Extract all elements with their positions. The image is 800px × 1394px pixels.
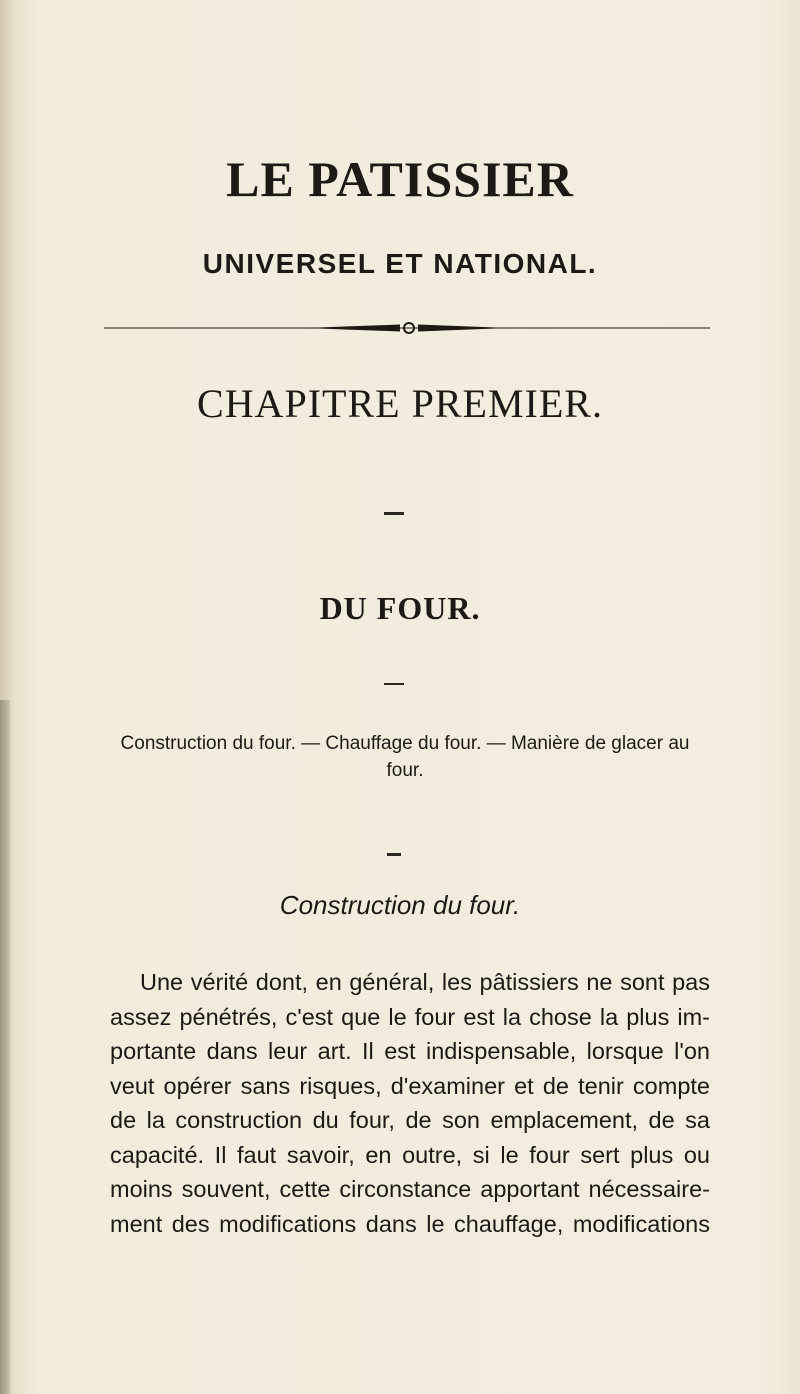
section-subheading: Construction du four.: [279, 890, 521, 920]
text-line: assez pénétrés, c'est que le four est la chose la plus im-: [110, 1003, 710, 1030]
summary-line: four.: [386, 760, 424, 781]
page-binding-edge: [0, 700, 10, 1394]
ornamental-rule: [104, 320, 710, 336]
text-line: de la construction du four, de son emplacement, de sa: [110, 1107, 710, 1133]
summary-line: Construction du four. — Chauffage du four. — Manière de glacer au: [120, 733, 690, 754]
text-line: ment des modifications dans le chauffage, modifications: [110, 1210, 710, 1237]
body-paragraph: [110, 965, 710, 1241]
text-line: capacité. Il faut savoir, en outre, si le four sert plus ou: [110, 1141, 710, 1168]
book-subtitle: UNIVERSEL ET NATIONAL.: [202, 248, 598, 279]
divider-dash: [384, 683, 404, 685]
text-line: veut opérer sans risques, d'examiner et de tenir compte: [110, 1072, 710, 1099]
book-title: LE PATISSIER: [226, 151, 574, 207]
text-line: Une vérité dont, en général, les pâtissiers ne sont pas: [140, 969, 710, 995]
divider-dash: [384, 512, 404, 515]
chapter-summary: [110, 730, 700, 784]
section-heading: DU FOUR.: [319, 590, 481, 626]
text-line: moins souvent, cette circonstance apportant nécessaire-: [110, 1176, 710, 1202]
text-line: portante dans leur art. Il est indispensable, lorsque l'on: [110, 1038, 710, 1064]
divider-dash: [387, 853, 401, 856]
chapter-heading: CHAPITRE PREMIER.: [197, 381, 603, 426]
